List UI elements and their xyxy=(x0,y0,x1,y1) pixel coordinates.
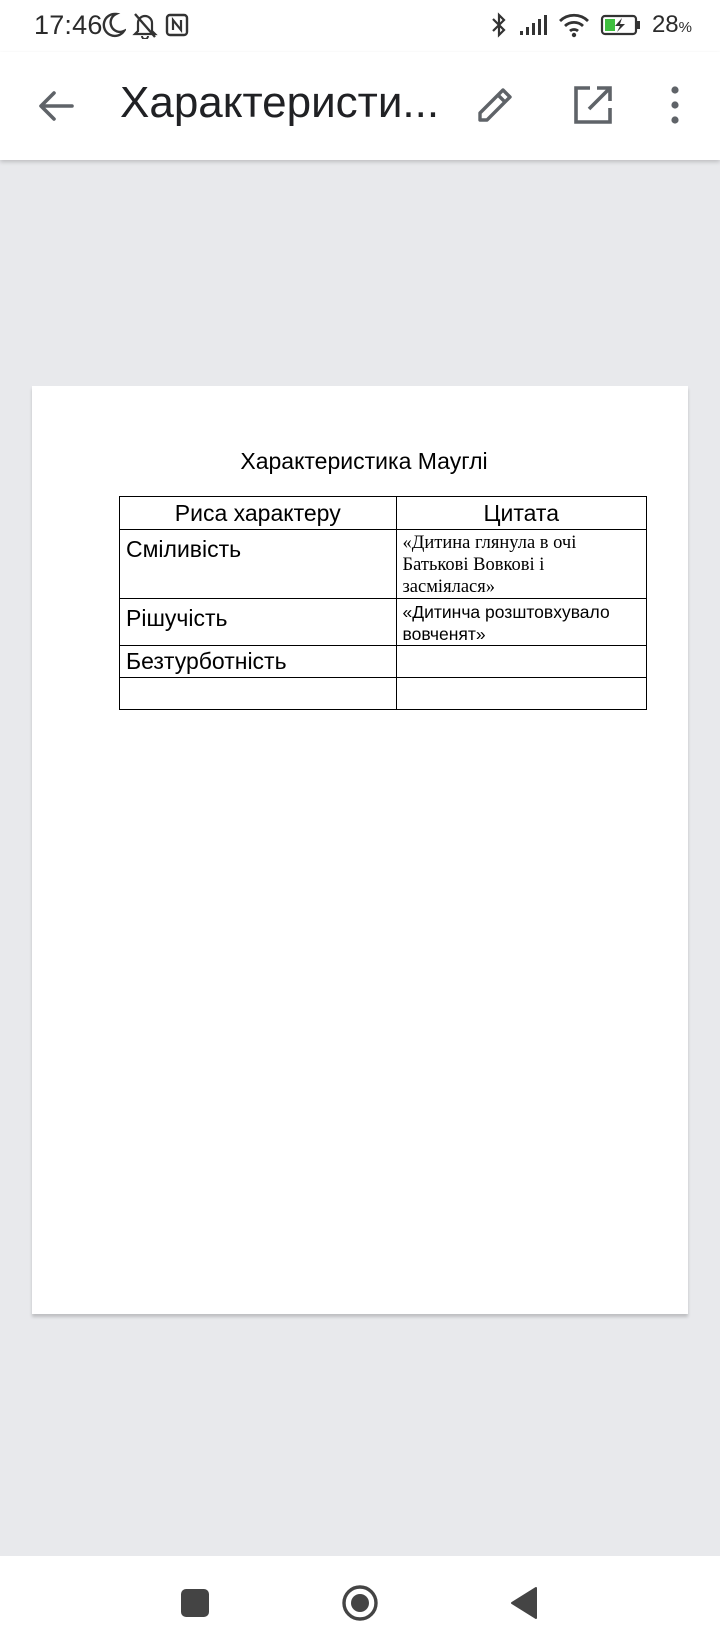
table-header-trait: Риса характеру xyxy=(120,497,397,530)
app-bar xyxy=(0,52,720,160)
back-triangle-icon[interactable] xyxy=(509,1585,539,1621)
quote-cell xyxy=(396,678,647,710)
back-arrow-icon[interactable] xyxy=(34,84,78,128)
moon-icon xyxy=(100,11,126,39)
signal-icon xyxy=(518,13,548,37)
table-header-row xyxy=(120,497,647,530)
trait-cell: Сміливість xyxy=(120,530,397,599)
quote-cell: «Дитина глянула в очі Батькові Вовкові і засміялася» xyxy=(396,530,647,599)
bell-off-icon xyxy=(132,11,158,39)
characteristics-table xyxy=(119,496,647,710)
quote-cell xyxy=(396,646,647,678)
system-nav-bar xyxy=(0,1556,720,1650)
battery-charging-icon xyxy=(600,13,642,37)
quote-cell: «Дитинча розштовхувало вовченят» xyxy=(396,599,647,646)
pencil-icon[interactable] xyxy=(472,82,518,128)
trait-cell: Рішучість xyxy=(120,599,397,646)
recents-square-icon[interactable] xyxy=(181,1589,209,1617)
doc-heading: Характеристика Мауглі xyxy=(240,448,488,474)
home-circle-icon[interactable] xyxy=(341,1584,379,1622)
trait-cell xyxy=(120,678,397,710)
document-page[interactable] xyxy=(32,386,688,1314)
status-bar xyxy=(0,0,720,52)
status-time: 17:46 xyxy=(34,10,103,40)
nfc-icon xyxy=(164,11,190,39)
table-row xyxy=(120,678,647,710)
table-row xyxy=(120,530,647,599)
open-external-icon[interactable] xyxy=(570,82,616,128)
trait-cell: Безтурботність xyxy=(120,646,397,678)
table-row xyxy=(120,599,647,646)
wifi-icon xyxy=(558,12,590,38)
table-header-quote: Цитата xyxy=(396,497,647,530)
bluetooth-icon xyxy=(490,11,508,39)
more-vert-icon[interactable] xyxy=(660,82,690,128)
table-row xyxy=(120,646,647,678)
document-title: Характеристи... xyxy=(120,78,440,127)
battery-percentage: 28% xyxy=(651,11,692,38)
